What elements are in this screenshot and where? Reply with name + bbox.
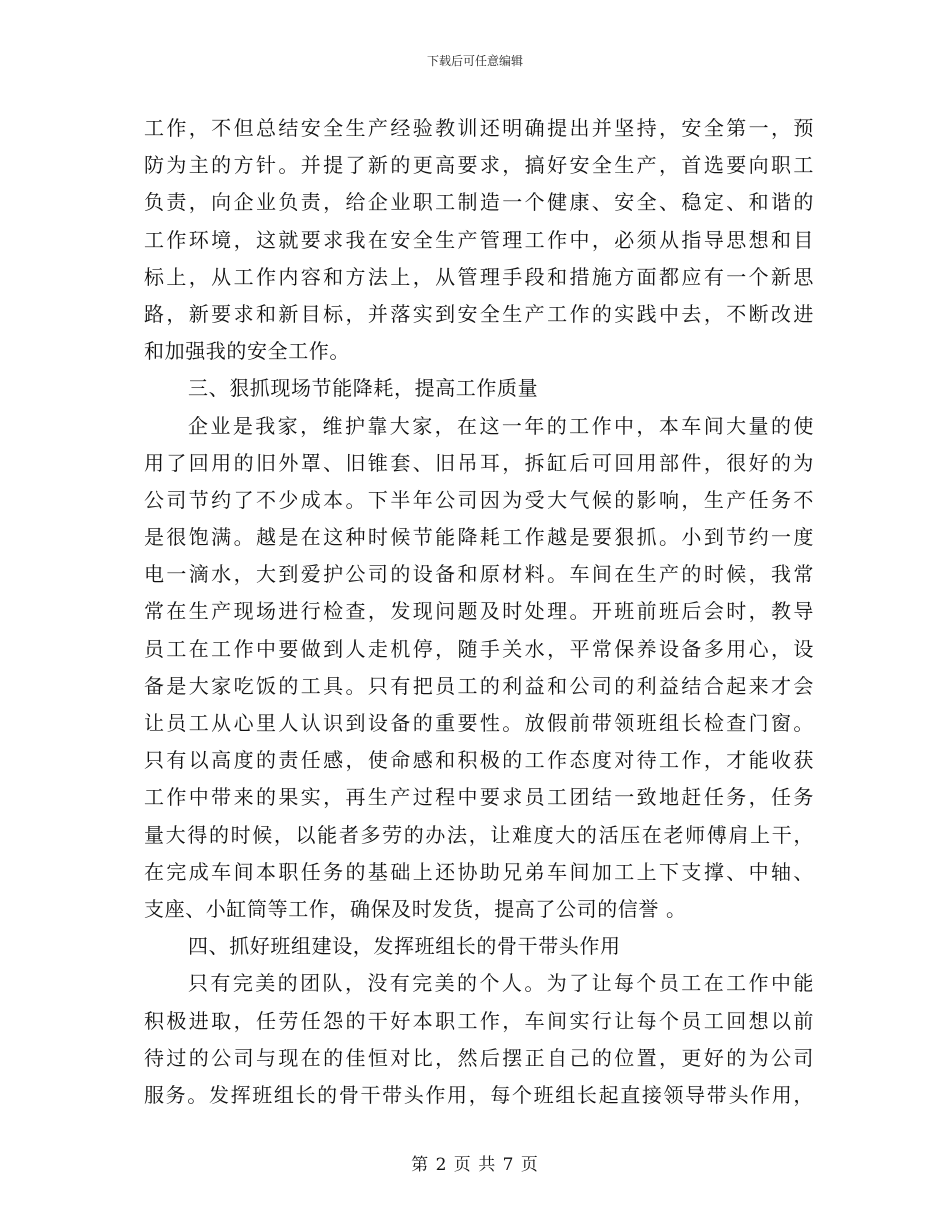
text-line: 量大得的时候，以能者多劳的办法，让难度大的活压在老师傅肩上干，: [144, 822, 814, 847]
section-heading: 四、抓好班组建设，发挥班组长的骨干带头作用: [188, 934, 621, 959]
text-line: 让员工从心里人认识到设备的重要性。放假前带领班组长检查门窗。: [144, 711, 814, 735]
text-line: 待过的公司与现在的佳恒对比，然后摆正自己的位置，更好的为公司: [144, 1045, 814, 1070]
text-line: 公司节约了不少成本。下半年公司因为受大气候的影响，生产任务不: [144, 487, 814, 512]
text-line: 备是大家吃饭的工具。只有把员工的利益和公司的利益结合起来才会: [144, 673, 814, 698]
text-line: 服务。发挥班组长的骨干带头作用，每个班组长起直接领导带头作用，: [144, 1082, 814, 1107]
text-line: 常在生产现场进行检查，发现问题及时处理。开班前班后会时，教导: [144, 599, 814, 624]
text-line: 工作中带来的果实，再生产过程中要求员工团结一致地赶任务，任务: [144, 785, 814, 810]
page-header-note: 下载后可任意编辑: [426, 54, 523, 68]
text-line: 工作，不但总结安全生产经验教训还明确提出并坚持，安全第一，预: [144, 116, 814, 140]
text-line: 路，新要求和新目标，并落实到安全生产工作的实践中去，不断改进: [144, 301, 814, 326]
text-line: 只有完美的团队，没有完美的个人。为了让每个员工在工作中能: [188, 971, 814, 996]
text-line: 工作环境，这就要求我在安全生产管理工作中，必须从指导思想和目: [144, 227, 814, 252]
text-line: 只有以高度的责任感，使命感和积极的工作态度对待工作，才能收获: [144, 748, 814, 773]
page-number-footer: 第 2 页 共 7 页: [411, 1155, 539, 1175]
section-heading: 三、狠抓现场节能降耗，提高工作质量: [188, 376, 539, 401]
document-body: [144, 110, 814, 1114]
text-line: 企业是我家，维护靠大家，在这一年的工作中，本车间大量的使: [188, 413, 814, 438]
text-line: 积极进取，任劳任怨的干好本职工作，车间实行让每个员工回想以前: [144, 1008, 814, 1033]
text-line: 和加强我的安全工作。: [144, 339, 350, 364]
text-line: 在完成车间本职任务的基础上还协助兄弟车间加工上下支撑、中轴、: [144, 859, 814, 884]
text-line: 防为主的方针。并提了新的更高要求，搞好安全生产，首选要向职工: [144, 153, 814, 178]
text-line: 用了回用的旧外罩、旧锥套、旧吊耳，拆缸后可回用部件，很好的为: [144, 450, 814, 475]
text-line: 负责，向企业负责，给企业职工制造一个健康、安全、稳定、和谐的: [144, 190, 814, 215]
text-line: 员工在工作中要做到人走机停，随手关水，平常保养设备多用心，设: [144, 636, 814, 661]
text-line: 电一滴水，大到爱护公司的设备和原材料。车间在生产的时候，我常: [144, 562, 814, 587]
text-line: 支座、小缸筒等工作，确保及时发货，提高了公司的信誉 。: [144, 896, 687, 921]
text-line: 是很饱满。越是在这种时候节能降耗工作越是要狠抓。小到节约一度: [144, 525, 814, 550]
text-line: 标上，从工作内容和方法上，从管理手段和措施方面都应有一个新思: [144, 264, 814, 289]
